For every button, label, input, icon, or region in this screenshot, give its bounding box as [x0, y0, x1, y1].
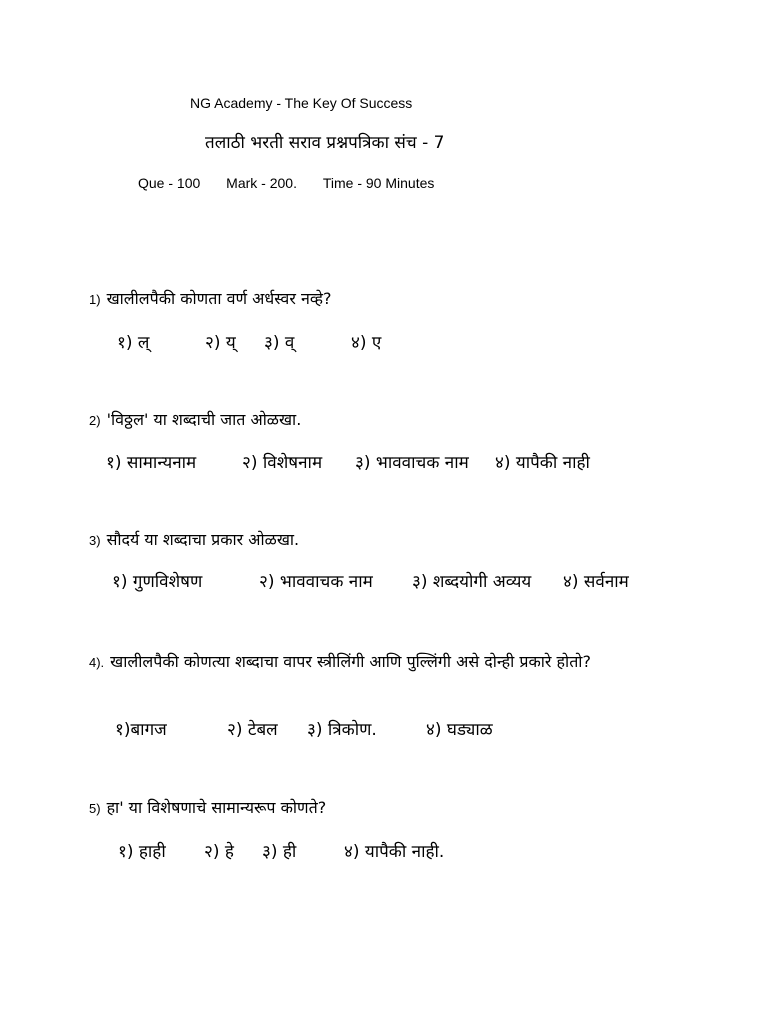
- options-5: [118, 839, 444, 862]
- option-3: ३) शब्दयोगी अव्यय: [412, 572, 532, 592]
- paper-meta: [138, 175, 456, 192]
- options-2: [106, 450, 590, 473]
- options-3: [112, 569, 629, 592]
- option-1: १) ल्: [117, 333, 150, 353]
- question-number: 5): [89, 801, 101, 816]
- option-3: ३) त्रिकोण.: [307, 720, 377, 740]
- option-1: १) सामान्यनाम: [106, 453, 197, 473]
- time-limit: Time - 90 Minutes: [322, 175, 435, 191]
- option-2: २) विशेषनाम: [242, 453, 323, 473]
- option-2: २) टेबल: [227, 720, 278, 740]
- option-4: ४) ए: [351, 333, 382, 353]
- question-3: [89, 528, 689, 552]
- option-2: २) भाववाचक नाम: [259, 572, 373, 592]
- total-marks: Mark - 200.: [226, 175, 297, 191]
- option-4: ४) यापैकी नाही: [495, 453, 590, 473]
- options-4: [115, 717, 493, 740]
- option-3: ३) ही: [262, 842, 297, 862]
- option-4: ४) सर्वनाम: [563, 572, 629, 592]
- paper-subtitle: तलाठी भरती सराव प्रश्नपत्रिका संच - 7: [205, 133, 445, 153]
- option-1: १) गुणविशेषण: [112, 572, 203, 592]
- option-1: १)बागज: [115, 720, 167, 740]
- question-1: [89, 287, 689, 311]
- option-3: ३) व्: [264, 333, 295, 353]
- option-3: ३) भाववाचक नाम: [355, 453, 469, 473]
- option-1: १) हाही: [118, 842, 166, 862]
- question-text: हा' या विशेषणाचे सामान्यरूप कोणते?: [106, 798, 327, 817]
- question-4: [89, 650, 679, 674]
- question-text: सौदर्य या शब्दाचा प्रकार ओळखा.: [106, 530, 300, 549]
- question-2: [89, 408, 689, 432]
- question-5: [89, 796, 689, 820]
- question-number: 3): [89, 533, 101, 548]
- question-number: 1): [89, 292, 101, 307]
- question-text: खालीलपैकी कोणता वर्ण अर्धस्वर नव्हे?: [106, 289, 332, 308]
- option-4: ४) घड्याळ: [426, 720, 493, 740]
- question-count: Que - 100: [138, 175, 201, 191]
- question-text: खालीलपैकी कोणत्या शब्दाचा वापर स्त्रीलिंगी आणि पुल्लिंगी असे दोन्ही प्रकारे होतो?: [110, 652, 591, 671]
- option-2: २) हे: [204, 842, 234, 862]
- question-number: 4).: [89, 655, 105, 670]
- question-text: 'विठ्ठल' या शब्दाची जात ओळखा.: [106, 410, 302, 429]
- option-2: २) य्: [205, 333, 236, 353]
- academy-title: NG Academy - The Key Of Success: [190, 95, 413, 111]
- options-1: [117, 330, 381, 353]
- option-4: ४) यापैकी नाही.: [344, 842, 445, 862]
- question-number: 2): [89, 413, 101, 428]
